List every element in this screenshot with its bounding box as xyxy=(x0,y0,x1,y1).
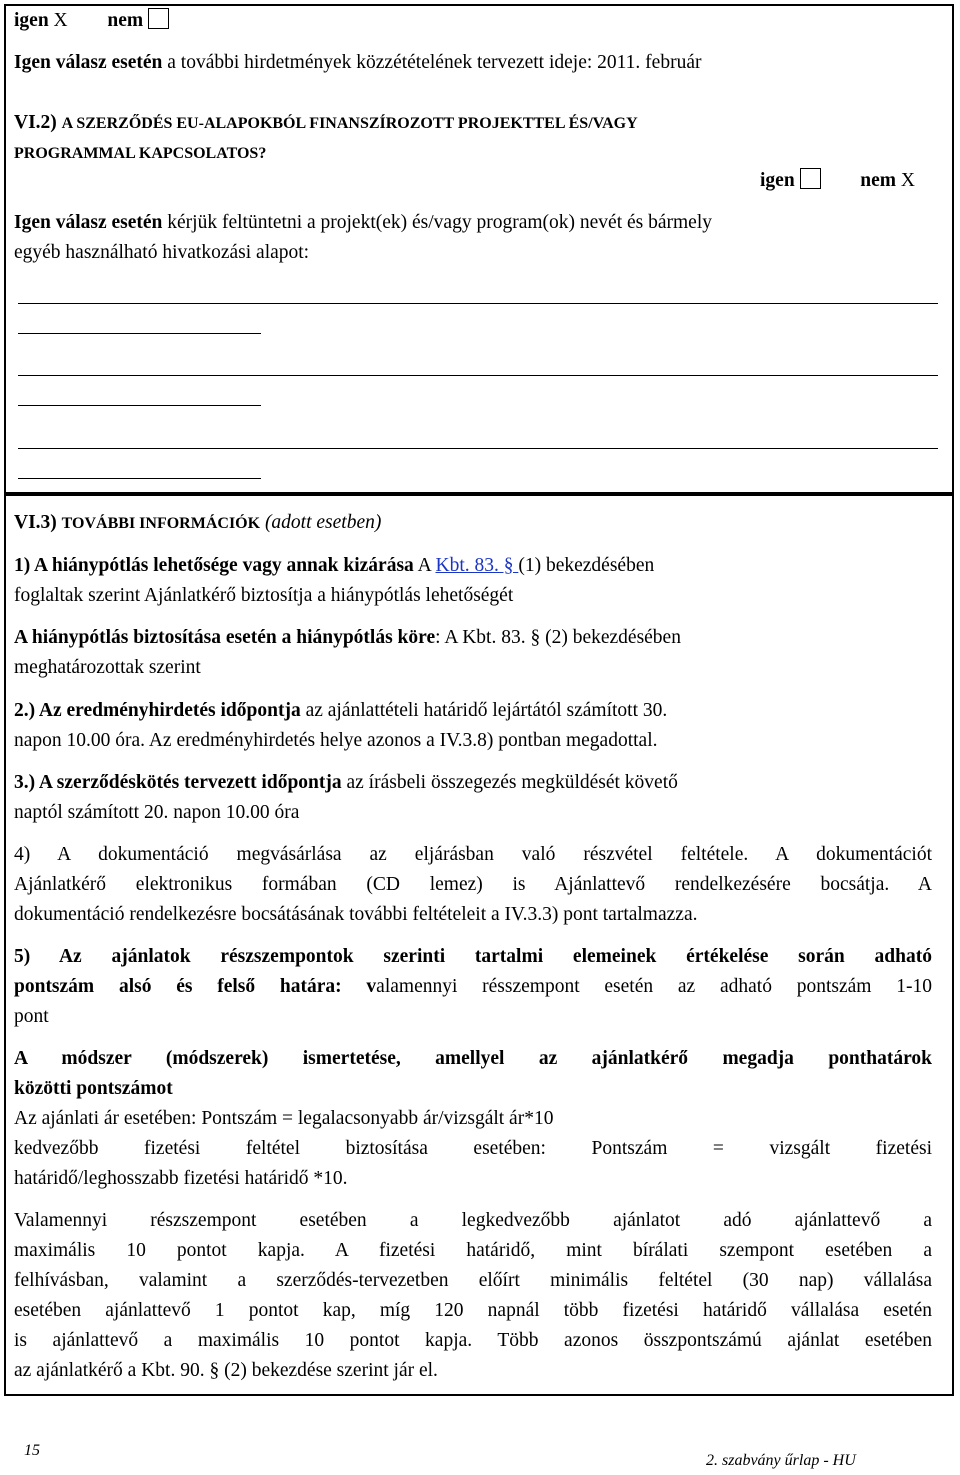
p7-line4: esetében ajánlattevő 1 pontot kap, míg 120 napnál több fizetési határidő vállalása esetén xyxy=(14,1300,932,1321)
p4-line2: Ajánlatkérő elektronikus formában (CD lemez) is Ajánlattevő rendelkezésére bocsátja. A xyxy=(14,874,932,895)
vi2-heading: VI.2) A SZERZŐDÉS EU-ALAPOKBÓL FINANSZÍROZOTT PROJEKTTEL ÉS/VAGY xyxy=(14,112,638,133)
p2-line2: napon 10.00 óra. Az eredményhirdetés helye azonos a IV.3.8) pontban megadottal. xyxy=(14,730,658,751)
vi3-heading: VI.3) TOVÁBBI INFORMÁCIÓK (adott esetben) xyxy=(14,512,382,533)
p3-line1: 3.) A szerződéskötés tervezett időpontja az írásbeli összegezés megküldését követő xyxy=(14,772,678,793)
page-number: 15 xyxy=(24,1442,40,1459)
p1b-line1: A hiánypótlás biztosítása esetén a hiánypótlás köre: A Kbt. 83. § (2) bekezdésében xyxy=(14,627,681,648)
p3-line2: naptól számított 20. napon 10.00 óra xyxy=(14,802,300,823)
blank-line-1[interactable] xyxy=(18,303,938,304)
p6-line1: A módszer (módszerek) ismertetése, amellyel az ajánlatkérő megadja ponthatárok xyxy=(14,1048,932,1069)
blank-line-6[interactable] xyxy=(18,478,261,479)
eu-answer-row: igen nem X xyxy=(760,170,916,191)
p5-line2: pontszám alsó és felső határa: valamennyi résszempont esetén az adható pontszám 1-10 xyxy=(14,976,932,997)
blank-line-4[interactable] xyxy=(18,405,261,406)
form-label: 2. szabvány űrlap - HU xyxy=(706,1452,856,1469)
p6-line5: határidő/leghosszabb fizetési határidő *10. xyxy=(14,1168,348,1189)
project-reference-prompt: Igen válasz esetén kérjük feltüntetni a projekt(ek) és/vagy program(ok) nevét és bármely xyxy=(14,212,712,233)
p7-line2: maximális 10 pontot kapja. A fizetési határidő, mint bírálati szempont esetében a xyxy=(14,1240,932,1261)
p7-line1: Valamennyi részszempont esetében a legkedvezőbb ajánlatot adó ajánlattevő a xyxy=(14,1210,932,1231)
vi2-heading-cont: PROGRAMMAL KAPCSOLATOS? xyxy=(14,145,267,162)
p1b-line2: meghatározottak szerint xyxy=(14,657,201,678)
p1-line2: foglaltak szerint Ajánlatkérő biztosítja a hiánypótlás lehetőségét xyxy=(14,585,514,606)
p7-line5: is ajánlattevő a maximális 10 pontot kapja. Több azonos összpontszámú ajánlat esetében xyxy=(14,1330,932,1351)
yes-mark: X xyxy=(53,10,68,31)
p7-line6: az ajánlatkérő a Kbt. 90. § (2) bekezdése szerint jár el. xyxy=(14,1360,438,1381)
kbt-link[interactable]: Kbt. 83. § xyxy=(435,555,519,576)
project-reference-prompt-cont: egyéb használható hivatkozási alapot: xyxy=(14,242,310,263)
p6-line2: közötti pontszámot xyxy=(14,1078,173,1099)
no-mark: X xyxy=(900,170,916,191)
blank-line-5[interactable] xyxy=(18,448,938,449)
p6-line4: kedvezőbb fizetési feltétel biztosítása esetében: Pontszám = vizsgált fizetési xyxy=(14,1138,932,1159)
publication-date-line: Igen válasz esetén a további hirdetmények közzétételének tervezett ideje: 2011. február xyxy=(14,52,702,73)
publication-answer-row: igen X nem xyxy=(14,8,169,34)
p4-line3: dokumentáció rendelkezésre bocsátásának további feltételeit a IV.3.3) pont tartalmazza. xyxy=(14,904,698,925)
yes-checkbox[interactable] xyxy=(800,168,821,189)
p4-line1: 4) A dokumentáció megvásárlása az eljárásban való részvétel feltétele. A dokumentációt xyxy=(14,844,932,865)
p1-line1: 1) A hiánypótlás lehetősége vagy annak kizárása A Kbt. 83. § (1) bekezdésében xyxy=(14,555,655,576)
p6-line3: Az ajánlati ár esetében: Pontszám = legalacsonyabb ár/vizsgált ár*10 xyxy=(14,1108,554,1129)
blank-line-2[interactable] xyxy=(18,333,261,334)
blank-line-3[interactable] xyxy=(18,375,938,376)
p5-line1: 5) Az ajánlatok részszempontok szerinti tartalmi elemeinek értékelése során adható xyxy=(14,946,932,967)
p2-line1: 2.) Az eredményhirdetés időpontja az ajánlattételi határidő lejártától számított 30. xyxy=(14,700,668,721)
p5-line3: pont xyxy=(14,1006,49,1027)
no-checkbox[interactable] xyxy=(148,8,169,29)
p7-line3: felhívásban, valamint a szerződés-tervezetben előírt minimális feltétel (30 nap) vállalása xyxy=(14,1270,932,1291)
